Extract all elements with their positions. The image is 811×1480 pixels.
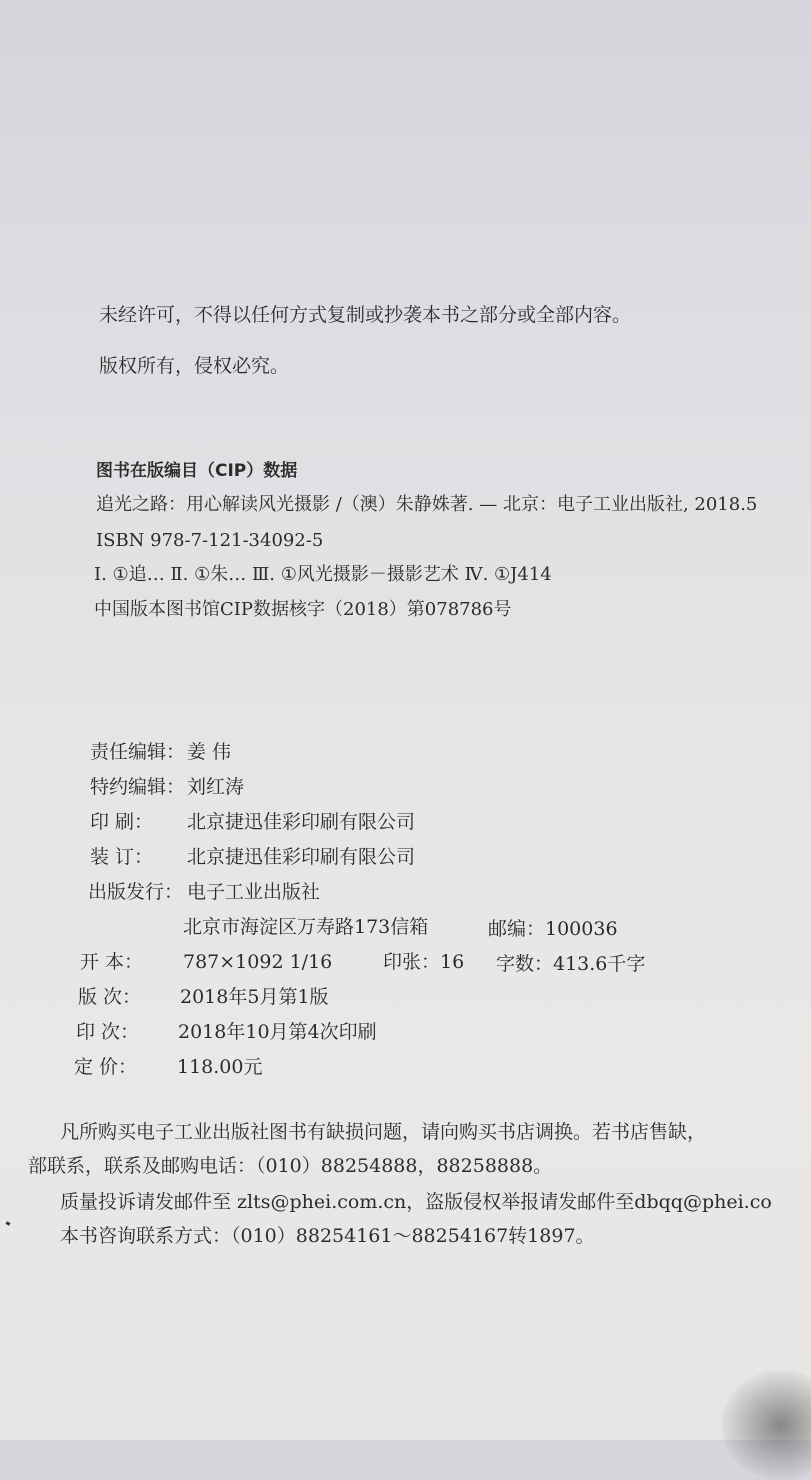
copyright-line-2: 版权所有，侵权必究。 [99, 355, 290, 377]
cip-heading: 图书在版编目（CIP）数据 [96, 461, 298, 481]
binding-value: 北京捷迅佳彩印刷有限公司 [187, 846, 416, 868]
postcode: 邮编：100036 [488, 918, 618, 940]
impression-label: 印 次： [76, 1021, 140, 1043]
impression-value: 2018年10月第4次印刷 [178, 1021, 377, 1043]
price-value: 118.00元 [177, 1056, 263, 1078]
publisher-label: 出版发行： [88, 881, 184, 903]
ink-speck [6, 1221, 11, 1226]
page-corner-shadow [721, 1370, 811, 1480]
editor-label: 责任编辑： [90, 741, 186, 763]
printing-value: 北京捷迅佳彩印刷有限公司 [187, 811, 416, 833]
publisher-value: 电子工业出版社 [187, 881, 321, 903]
publisher-address: 北京市海淀区万寿路173信箱 [183, 916, 429, 938]
copyright-line-1: 未经许可，不得以任何方式复制或抄袭本书之部分或全部内容。 [99, 304, 632, 326]
edition-value: 2018年5月第1版 [180, 986, 329, 1008]
notice-line-2: 部联系，联系及邮购电话：（010）88254888，88258888。 [28, 1155, 553, 1177]
special-editor-label: 特约编辑： [90, 776, 186, 798]
editor-value: 姜 伟 [187, 741, 232, 763]
cip-title-line: 追光之路：用心解读风光摄影 /（澳）朱静姝著. — 北京：电子工业出版社, 2018.5 [96, 494, 758, 515]
cip-classification: Ⅰ. ①追… Ⅱ. ①朱… Ⅲ. ①风光摄影－摄影艺术 Ⅳ. ①J414 [94, 564, 552, 585]
cip-verification: 中国版本图书馆CIP数据核字（2018）第078786号 [94, 599, 512, 620]
format-value: 787×1092 1/16 [183, 951, 333, 973]
format-label: 开 本： [80, 951, 144, 973]
notice-line-4: 本书咨询联系方式：（010）88254161～88254167转1897。 [60, 1225, 595, 1247]
binding-label: 装 订： [90, 846, 154, 868]
sheets: 印张：16 [383, 951, 465, 973]
word-count: 字数：413.6千字 [496, 953, 646, 975]
special-editor-value: 刘红涛 [187, 776, 245, 798]
printing-label: 印 刷： [90, 811, 154, 833]
price-label: 定 价： [74, 1056, 138, 1078]
edition-label: 版 次： [78, 986, 142, 1008]
notice-line-3: 质量投诉请发邮件至 zlts@phei.com.cn，盗版侵权举报请发邮件至dbqq@phei.co [60, 1191, 772, 1213]
notice-line-1: 凡所购买电子工业出版社图书有缺损问题，请向购买书店调换。若书店售缺， [60, 1121, 707, 1143]
cip-isbn: ISBN 978-7-121-34092-5 [96, 530, 324, 551]
